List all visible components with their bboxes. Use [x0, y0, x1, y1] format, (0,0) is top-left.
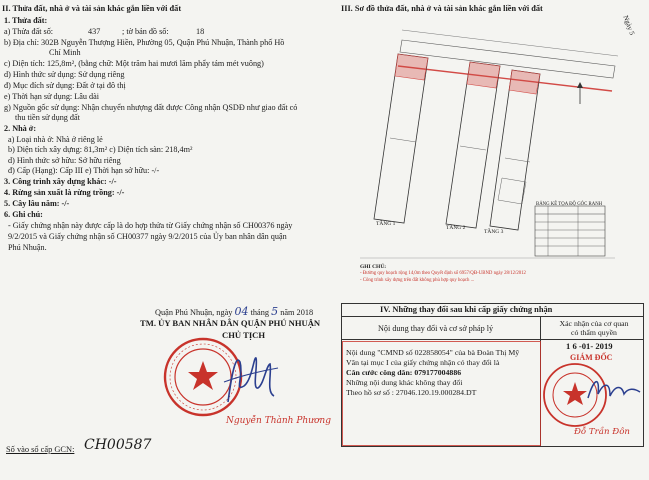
ownership-line: d) Hình thức sở hữu: Sở hữu riêng — [8, 156, 121, 165]
map-sheet-label: ; tờ bản đồ số: — [122, 27, 169, 36]
edge-text: Ngày 5 — [621, 14, 637, 37]
chairman-title: CHỦ TỊCH — [222, 330, 266, 340]
address-line-2: Chí Minh — [49, 48, 81, 57]
change-line-4: Những nội dung khác không thay đổi — [346, 378, 463, 387]
map-sheet-number: 18 — [196, 27, 205, 36]
floor-2-label: TẦNG 2 — [446, 225, 466, 231]
grade-line: đ) Cấp (Hạng): Cấp III e) Thời hạn sở hữu: -/- — [8, 166, 160, 175]
plan-note-line-2: - Công trình xây dựng trên đất không phù hợp quy hoạch ... — [360, 278, 475, 283]
plan-notes-heading: GHI CHÚ: — [360, 264, 387, 270]
note-line-1: - Giấy chứng nhận này được cấp là do hợp thửa từ Giấy chứng nhận số CH00376 ngày — [8, 221, 293, 230]
parcel-number: 437 — [88, 27, 101, 36]
change-line-3: Căn cước công dân: 079177004886 — [346, 368, 462, 377]
issue-month: 5 — [271, 305, 279, 318]
change-line-1: Nội dung "CMND số 022858054" của bà Đoàn Thị Mỹ — [346, 348, 520, 357]
plan-note-line-1: - Đường quy hoạch rộng 14,0m theo Quyết định số 6957/QĐ-UBND ngày 28/12/2012 — [360, 271, 526, 276]
house-area-line: b) Diện tích xây dựng: 81,3m² c) Diện tích sàn: 218,4m² — [8, 145, 193, 154]
section-3-title: III. Sơ đồ thửa đất, nhà ở và tài sản khác gắn liền với đất — [341, 4, 543, 13]
change-line-5: Theo hồ sơ số : 27046.120.19.000284.DT — [346, 388, 477, 397]
other-works-line: 3. Công trình xây dựng khác: -/- — [4, 177, 117, 186]
address-line-1: b) Địa chỉ: 302B Nguyễn Thượng Hiền, Phường 05, Quận Phú Nhuận, Thành phố Hồ — [4, 38, 285, 47]
section-4-title: IV. Những thay đổi sau khi cấp giấy chứng nhận — [380, 305, 553, 314]
section-2-title: II. Thửa đất, nhà ở và tài sản khác gắn liền với đất — [2, 4, 182, 13]
house-heading: 2. Nhà ở: — [4, 124, 37, 133]
area-line: c) Diện tích: 125,8m², (bằng chữ: Một trăm hai mươi lăm phẩy tám mét vuông) — [4, 59, 264, 68]
parcel-number-label: a) Thửa đất số: — [4, 27, 54, 36]
note-line-3: Phú Nhuận. — [8, 243, 47, 252]
floor-3-label: TẦNG 3 — [484, 229, 504, 235]
house-type-line: a) Loại nhà ở: Nhà ở riêng lẻ — [8, 135, 103, 144]
usage-purpose-line: đ) Mục đích sử dụng: Đất ở tại đô thị — [4, 81, 126, 90]
issuing-authority: TM. ỦY BAN NHÂN DÂN QUẬN PHÚ NHUẬN — [140, 318, 321, 328]
registry-number: CH00587 — [84, 437, 152, 453]
issue-place: Quận Phú Nhuận, ngày — [155, 308, 233, 317]
perennial-line: 5. Cây lâu năm: -/- — [4, 199, 70, 208]
changes-col-header: Nội dung thay đổi và cơ sở pháp lý — [378, 324, 494, 333]
director-name: Đỗ Trần Đôn — [574, 427, 630, 437]
issue-day: 04 — [234, 305, 249, 318]
origin-line-1: g) Nguồn gốc sử dụng: Nhận chuyển nhượng đất được Công nhận QSDĐ như giao đất có — [4, 103, 298, 112]
site-plan-drawing — [350, 18, 640, 283]
notes-heading: 6. Ghi chú: — [4, 210, 43, 219]
signer-name: Nguyễn Thành Phương — [226, 416, 331, 426]
chairman-signature-icon — [222, 342, 280, 412]
month-label: tháng — [250, 308, 270, 317]
parcel-heading: 1. Thửa đất: — [4, 16, 48, 25]
usage-form-line: d) Hình thức sử dụng: Sử dụng riêng — [4, 70, 125, 79]
director-signature-icon — [586, 372, 642, 408]
approval-date-stamp: 1 6 -01- 2019 — [566, 341, 613, 351]
director-title: GIÁM ĐỐC — [570, 353, 613, 362]
change-frame — [342, 341, 541, 446]
issue-date-line — [155, 305, 313, 318]
issue-year: năm 2018 — [280, 308, 314, 317]
registry-label: Số vào sổ cấp GCN: — [6, 445, 75, 454]
approval-col-header: Xác nhận của cơ quan có thẩm quyền — [559, 319, 629, 337]
usage-term-line: e) Thời hạn sử dụng: Lâu dài — [4, 92, 100, 101]
floor-1-label: TẦNG 1 — [376, 221, 396, 227]
note-line-2: 9/2/2015 và Giấy chứng nhận số CH00377 ngày 9/2/2015 của Ủy ban nhân dân quận — [8, 232, 287, 241]
change-line-2: Vân tại mục I của giấy chứng nhận có thay đổi là — [346, 358, 500, 367]
coordinate-table-title: BẢNG KÊ TỌA ĐỘ GÓC RANH — [536, 202, 603, 207]
forest-line: 4. Rừng sản xuất là rừng trồng: -/- — [4, 188, 125, 197]
origin-line-2: thu tiền sử dụng đất — [15, 113, 80, 122]
